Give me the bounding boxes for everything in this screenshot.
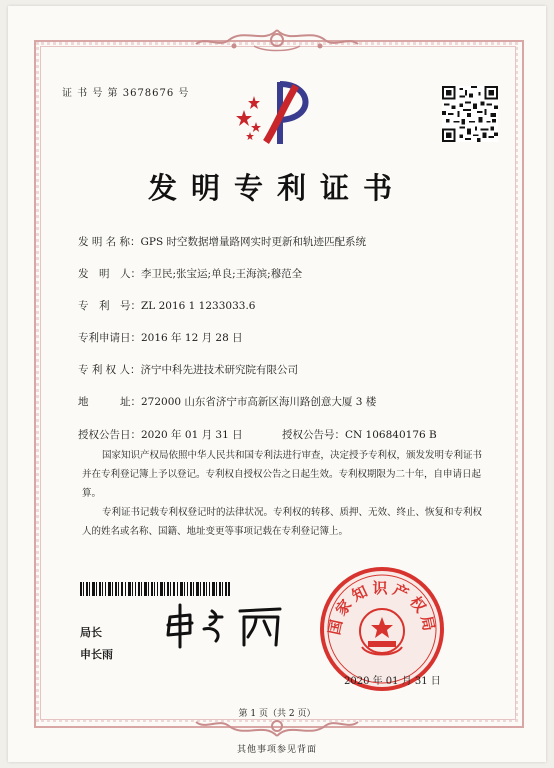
field-label: 专 利 权 人：: [78, 364, 141, 376]
field-value: 济宁中科先进技术研究院有限公司: [140, 364, 299, 376]
field-label: 专 利 号：: [78, 300, 141, 312]
field-inventors: [78, 266, 302, 281]
field-filing-date: [78, 330, 243, 345]
field-label: 授权公告号：: [282, 429, 345, 441]
qr-code: [442, 86, 498, 142]
seal-date: 2020 年 01 月 31 日: [344, 676, 441, 687]
barcode: [80, 582, 230, 596]
field-value: CN 106840176 B: [345, 429, 437, 441]
body-paragraph-2: 专利证书记载专利权登记时的法律状况。专利权的转移、质押、无效、终止、恢复和专利权人的姓名或名称、国籍、地址变更等事项记载在专利登记簿上。: [82, 507, 483, 537]
cnipa-logo: [236, 80, 320, 146]
page-number: 第 1 页（共 2 页）: [238, 709, 316, 719]
field-value: 2016 年 12 月 28 日: [141, 332, 243, 344]
field-invention-name: [78, 234, 366, 249]
footer-note: 其他事项参见背面: [236, 745, 317, 755]
field-patent-number: [78, 298, 255, 313]
field-label: 专利申请日：: [78, 332, 141, 344]
field-label: 发 明 人：: [78, 268, 141, 280]
field-label: 地 址：: [78, 396, 141, 408]
seal-text: 国家知识产权局: [325, 579, 439, 637]
field-patentee: [78, 362, 298, 377]
field-label: 授权公告日：: [78, 429, 141, 441]
field-grant-date: [78, 427, 243, 442]
field-value: GPS 时空数据增量路网实时更新和轨迹匹配系统: [140, 236, 366, 248]
signatory-title: 局长: [80, 626, 102, 639]
certificate-number: 证 书 号 第 3678676 号: [62, 88, 190, 99]
field-value: 272000 山东省济宁市高新区海川路创意大厦 3 楼: [141, 396, 377, 408]
field-value: ZL 2016 1 1233033.6: [141, 300, 256, 312]
field-address: [78, 394, 376, 409]
signatory-name: 申长雨: [80, 648, 113, 661]
field-grant-number: [282, 427, 437, 442]
field-value: 2020 年 01 月 31 日: [141, 429, 243, 441]
certificate-title: 发明专利证书: [147, 171, 406, 205]
top-ornament: [194, 26, 360, 56]
field-value: 李卫民;张宝运;单良;王海滨;穆范全: [141, 268, 303, 280]
handwritten-signature: [160, 603, 290, 649]
body-paragraph-1: 国家知识产权局依照中华人民共和国专利法进行审查，决定授予专利权，颁发发明专利证书并在专利登记簿上予以登记。专利权自授权公告之日起生效。专利权期限为二十年，自申请日起算。: [82, 450, 483, 499]
field-label: 发 明 名 称：: [78, 236, 141, 248]
